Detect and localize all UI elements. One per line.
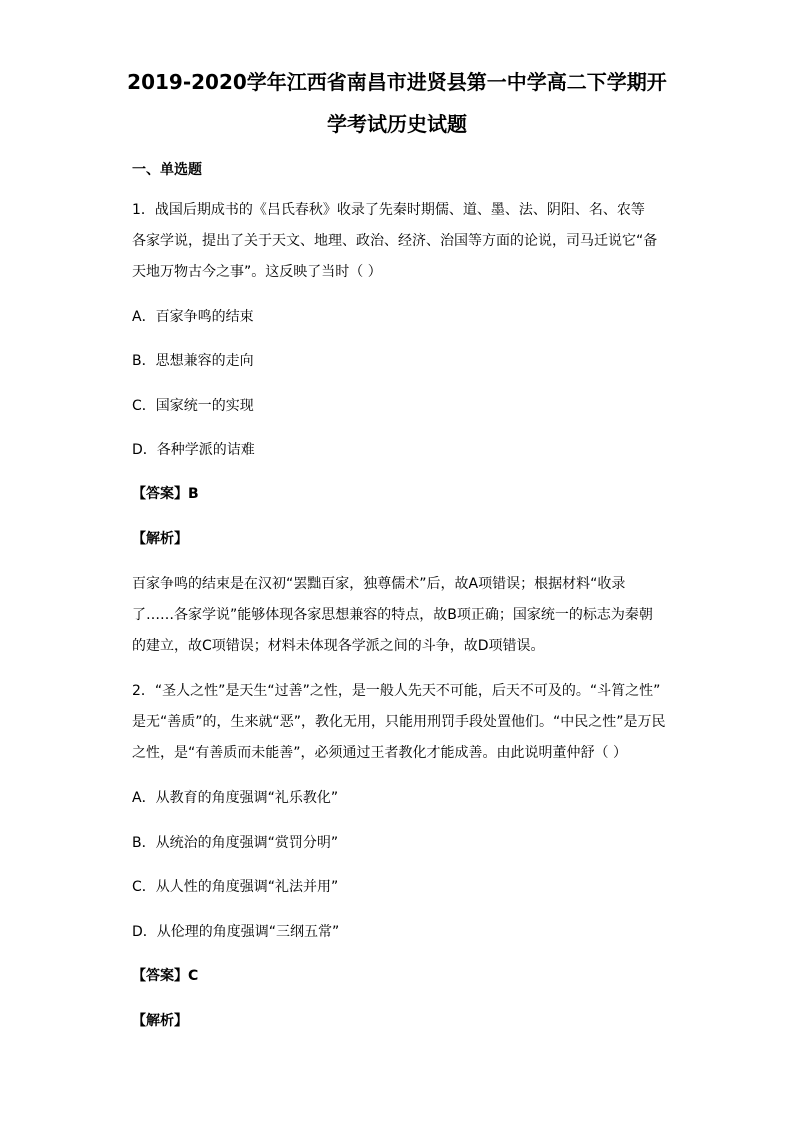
q1-option-a: A．百家争鸣的结束 xyxy=(132,309,254,325)
q2-stem-line-2: 是无“善质”的，生来就“恶”，教化无用，只能用刑罚手段处置他们。“中民之性”是万民 xyxy=(132,714,666,730)
q1-analysis-line-2: 了……各家学说”能够体现各家思想兼容的特点，故B项正确；国家统一的标志为秦朝 xyxy=(132,607,653,623)
q2-option-c: C．从人性的角度强调“礼法并用” xyxy=(132,879,339,895)
q2-stem-line-3: 之性，是“有善质而未能善”，必须通过王者教化才能成善。由此说明董仲舒（ ） xyxy=(132,745,627,761)
q1-stem-line-3: 天地万物古今之事”。这反映了当时（ ） xyxy=(132,264,382,280)
q2-option-b: B．从统治的角度强调“赏罚分明” xyxy=(132,835,339,851)
q2-analysis-label: 【解析】 xyxy=(132,1013,188,1029)
q1-stem-line-2: 各家学说，提出了关于天文、地理、政治、经济、治国等方面的论说，司马迁说它“备 xyxy=(132,233,658,249)
q1-analysis-label: 【解析】 xyxy=(132,531,188,547)
q2-option-d: D．从伦理的角度强调“三纲五常” xyxy=(132,924,340,940)
q1-analysis-line-3: 的建立，故C项错误；材料未体现各学派之间的斗争，故D项错误。 xyxy=(132,638,545,654)
q2-stem-line-1: 2．“圣人之性”是天生“过善”之性，是一般人先天不可能，后天不可及的。“斗筲之性” xyxy=(132,683,661,699)
document-title-line-1: 2019-2020学年江西省南昌市进贤县第一中学高二下学期开 xyxy=(127,70,667,94)
q1-stem-line-1: 1．战国后期成书的《吕氏春秋》收录了先秦时期儒、道、墨、法、阴阳、名、农等 xyxy=(132,202,645,218)
document-title-line-2: 学考试历史试题 xyxy=(327,112,467,136)
q1-analysis-line-1: 百家争鸣的结束是在汉初“罢黜百家，独尊儒术”后，故A项错误；根据材料“收录 xyxy=(132,576,626,592)
section-heading: 一、单选题 xyxy=(132,162,202,178)
q2-answer: 【答案】C xyxy=(132,968,199,984)
q2-option-a: A．从教育的角度强调“礼乐教化” xyxy=(132,790,339,806)
q1-option-d: D．各种学派的诘难 xyxy=(132,442,255,458)
q1-option-c: C．国家统一的实现 xyxy=(132,398,254,414)
q1-answer: 【答案】B xyxy=(132,486,199,502)
q1-option-b: B．思想兼容的走向 xyxy=(132,353,254,369)
